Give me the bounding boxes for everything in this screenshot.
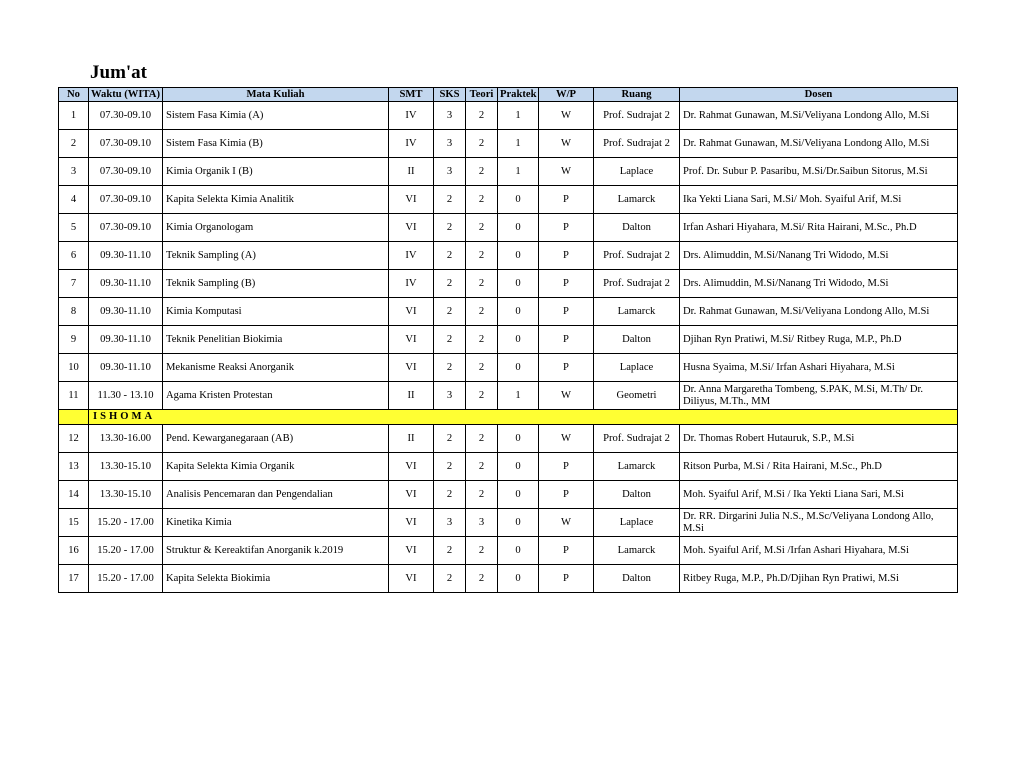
cell-waktu: 11.30 - 13.10: [89, 382, 163, 410]
cell-waktu: 07.30-09.10: [89, 130, 163, 158]
cell-dosen: Drs. Alimuddin, M.Si/Nanang Tri Widodo, M.Si: [680, 270, 958, 298]
cell-ruang: Prof. Sudrajat 2: [594, 270, 680, 298]
cell-mata-kuliah: Mekanisme Reaksi Anorganik: [163, 354, 389, 382]
table-row: [59, 537, 958, 565]
cell-teori: 2: [466, 130, 498, 158]
break-label: ISHOMA: [89, 410, 958, 425]
cell-no: 6: [59, 242, 89, 270]
header-row: [59, 88, 958, 102]
header-praktek: Praktek: [498, 88, 539, 102]
cell-dosen: Moh. Syaiful Arif, M.Si / Ika Yekti Liana Sari, M.Si: [680, 481, 958, 509]
cell-waktu: 09.30-11.10: [89, 298, 163, 326]
cell-mata-kuliah: Kimia Organik I (B): [163, 158, 389, 186]
cell-waktu: 15.20 - 17.00: [89, 565, 163, 593]
cell-mata-kuliah: Sistem Fasa Kimia (A): [163, 102, 389, 130]
cell-sks: 3: [434, 102, 466, 130]
cell-dosen: Dr. Rahmat Gunawan, M.Si/Veliyana Londong Allo, M.Si: [680, 130, 958, 158]
table-row: [59, 382, 958, 410]
cell-wp: P: [539, 537, 594, 565]
cell-ruang: Laplace: [594, 354, 680, 382]
cell-sks: 2: [434, 537, 466, 565]
cell-teori: 2: [466, 158, 498, 186]
table-row: [59, 425, 958, 453]
cell-praktek: 0: [498, 354, 539, 382]
cell-dosen: Dr. Anna Margaretha Tombeng, S.PAK, M.Si, M.Th/ Dr. Diliyus, M.Th., MM: [680, 382, 958, 410]
cell-teori: 2: [466, 102, 498, 130]
cell-no: 5: [59, 214, 89, 242]
cell-sks: 2: [434, 298, 466, 326]
cell-ruang: Lamarck: [594, 453, 680, 481]
cell-dosen: Ritson Purba, M.Si / Rita Hairani, M.Sc., Ph.D: [680, 453, 958, 481]
cell-teori: 2: [466, 425, 498, 453]
cell-praktek: 0: [498, 326, 539, 354]
cell-wp: P: [539, 354, 594, 382]
cell-smt: II: [389, 425, 434, 453]
page-title: Jum'at: [90, 62, 147, 83]
cell-teori: 2: [466, 537, 498, 565]
cell-smt: VI: [389, 537, 434, 565]
cell-praktek: 0: [498, 509, 539, 537]
cell-waktu: 07.30-09.10: [89, 186, 163, 214]
cell-praktek: 0: [498, 481, 539, 509]
cell-praktek: 0: [498, 270, 539, 298]
schedule-table: [58, 87, 958, 593]
cell-dosen: Dr. Thomas Robert Hutauruk, S.P., M.Si: [680, 425, 958, 453]
cell-sks: 3: [434, 382, 466, 410]
table-row: [59, 298, 958, 326]
cell-sks: 2: [434, 242, 466, 270]
table-row: [59, 102, 958, 130]
cell-wp: P: [539, 186, 594, 214]
cell-mata-kuliah: Pend. Kewarganegaraan (AB): [163, 425, 389, 453]
cell-waktu: 15.20 - 17.00: [89, 509, 163, 537]
cell-teori: 2: [466, 270, 498, 298]
cell-wp: P: [539, 214, 594, 242]
cell-wp: P: [539, 326, 594, 354]
table-row: [59, 130, 958, 158]
cell-ruang: Dalton: [594, 326, 680, 354]
cell-mata-kuliah: Agama Kristen Protestan: [163, 382, 389, 410]
cell-teori: 2: [466, 382, 498, 410]
cell-mata-kuliah: Teknik Penelitian Biokimia: [163, 326, 389, 354]
table-row: [59, 186, 958, 214]
header-smt: SMT: [389, 88, 434, 102]
cell-wp: W: [539, 382, 594, 410]
cell-sks: 2: [434, 270, 466, 298]
cell-waktu: 09.30-11.10: [89, 242, 163, 270]
cell-praktek: 0: [498, 242, 539, 270]
table-row: [59, 354, 958, 382]
cell-ruang: Prof. Sudrajat 2: [594, 130, 680, 158]
cell-no: 12: [59, 425, 89, 453]
table-row: [59, 481, 958, 509]
table-row: [59, 242, 958, 270]
cell-mata-kuliah: Kimia Organologam: [163, 214, 389, 242]
cell-ruang: Geometri: [594, 382, 680, 410]
cell-wp: P: [539, 453, 594, 481]
header-teori: Teori: [466, 88, 498, 102]
header-mata-kuliah: Mata Kuliah: [163, 88, 389, 102]
cell-smt: VI: [389, 354, 434, 382]
cell-wp: P: [539, 298, 594, 326]
cell-smt: VI: [389, 565, 434, 593]
cell-praktek: 0: [498, 565, 539, 593]
table-row: [59, 565, 958, 593]
cell-no: 11: [59, 382, 89, 410]
cell-dosen: Dr. Rahmat Gunawan, M.Si/Veliyana Londong Allo, M.Si: [680, 298, 958, 326]
cell-no: 16: [59, 537, 89, 565]
cell-wp: P: [539, 565, 594, 593]
cell-sks: 2: [434, 425, 466, 453]
cell-no: 8: [59, 298, 89, 326]
cell-teori: 2: [466, 186, 498, 214]
cell-waktu: 07.30-09.10: [89, 102, 163, 130]
cell-ruang: Laplace: [594, 509, 680, 537]
cell-praktek: 0: [498, 214, 539, 242]
header-sks: SKS: [434, 88, 466, 102]
cell-mata-kuliah: Kapita Selekta Kimia Analitik: [163, 186, 389, 214]
cell-ruang: Dalton: [594, 214, 680, 242]
cell-ruang: Lamarck: [594, 186, 680, 214]
cell-smt: IV: [389, 270, 434, 298]
cell-waktu: 09.30-11.10: [89, 326, 163, 354]
cell-praktek: 1: [498, 158, 539, 186]
cell-ruang: Lamarck: [594, 298, 680, 326]
cell-dosen: Dr. Rahmat Gunawan, M.Si/Veliyana Londong Allo, M.Si: [680, 102, 958, 130]
cell-wp: W: [539, 509, 594, 537]
cell-waktu: 13.30-15.10: [89, 453, 163, 481]
table-row: [59, 270, 958, 298]
cell-teori: 2: [466, 298, 498, 326]
cell-smt: VI: [389, 509, 434, 537]
header-ruang: Ruang: [594, 88, 680, 102]
cell-no: 14: [59, 481, 89, 509]
cell-teori: 3: [466, 509, 498, 537]
header-no: No: [59, 88, 89, 102]
cell-sks: 2: [434, 354, 466, 382]
cell-teori: 2: [466, 326, 498, 354]
cell-dosen: Ika Yekti Liana Sari, M.Si/ Moh. Syaiful Arif, M.Si: [680, 186, 958, 214]
break-row: [59, 410, 958, 425]
cell-mata-kuliah: Teknik Sampling (B): [163, 270, 389, 298]
cell-waktu: 13.30-16.00: [89, 425, 163, 453]
cell-smt: II: [389, 158, 434, 186]
cell-smt: VI: [389, 326, 434, 354]
cell-smt: VI: [389, 186, 434, 214]
header-wp: W/P: [539, 88, 594, 102]
cell-ruang: Dalton: [594, 481, 680, 509]
cell-dosen: Prof. Dr. Subur P. Pasaribu, M.Si/Dr.Saibun Sitorus, M.Si: [680, 158, 958, 186]
table-row: [59, 326, 958, 354]
cell-mata-kuliah: Analisis Pencemaran dan Pengendalian: [163, 481, 389, 509]
cell-smt: II: [389, 382, 434, 410]
cell-wp: P: [539, 242, 594, 270]
cell-mata-kuliah: Teknik Sampling (A): [163, 242, 389, 270]
cell-waktu: 15.20 - 17.00: [89, 537, 163, 565]
table-row: [59, 509, 958, 537]
table-row: [59, 214, 958, 242]
header-waktu: Waktu (WITA): [89, 88, 163, 102]
cell-dosen: Dr. RR. Dirgarini Julia N.S., M.Sc/Veliyana Londong Allo, M.Si: [680, 509, 958, 537]
cell-praktek: 1: [498, 130, 539, 158]
cell-waktu: 07.30-09.10: [89, 158, 163, 186]
cell-wp: W: [539, 102, 594, 130]
cell-ruang: Prof. Sudrajat 2: [594, 102, 680, 130]
cell-no: 15: [59, 509, 89, 537]
schedule-body: [59, 102, 958, 593]
header-dosen: Dosen: [680, 88, 958, 102]
cell-no: 1: [59, 102, 89, 130]
cell-no: 7: [59, 270, 89, 298]
cell-wp: P: [539, 481, 594, 509]
cell-teori: 2: [466, 481, 498, 509]
cell-praktek: 0: [498, 186, 539, 214]
cell-no: 10: [59, 354, 89, 382]
cell-praktek: 1: [498, 382, 539, 410]
cell-smt: VI: [389, 298, 434, 326]
cell-ruang: Prof. Sudrajat 2: [594, 242, 680, 270]
cell-ruang: Prof. Sudrajat 2: [594, 425, 680, 453]
cell-teori: 2: [466, 565, 498, 593]
cell-wp: P: [539, 270, 594, 298]
cell-sks: 3: [434, 509, 466, 537]
cell-ruang: Lamarck: [594, 537, 680, 565]
cell-sks: 3: [434, 158, 466, 186]
cell-mata-kuliah: Kapita Selekta Kimia Organik: [163, 453, 389, 481]
cell-sks: 2: [434, 453, 466, 481]
cell-praktek: 1: [498, 102, 539, 130]
cell-sks: 2: [434, 565, 466, 593]
cell-praktek: 0: [498, 453, 539, 481]
table-row: [59, 158, 958, 186]
cell-sks: 3: [434, 130, 466, 158]
cell-wp: W: [539, 425, 594, 453]
cell-teori: 2: [466, 354, 498, 382]
cell-no: 2: [59, 130, 89, 158]
cell-waktu: 09.30-11.10: [89, 354, 163, 382]
break-no-cell: [59, 410, 89, 425]
cell-dosen: Moh. Syaiful Arif, M.Si /Irfan Ashari Hiyahara, M.Si: [680, 537, 958, 565]
cell-ruang: Laplace: [594, 158, 680, 186]
table-row: [59, 453, 958, 481]
cell-smt: IV: [389, 242, 434, 270]
cell-waktu: 13.30-15.10: [89, 481, 163, 509]
cell-sks: 2: [434, 481, 466, 509]
cell-smt: VI: [389, 214, 434, 242]
cell-dosen: Husna Syaima, M.Si/ Irfan Ashari Hiyahara, M.Si: [680, 354, 958, 382]
cell-sks: 2: [434, 214, 466, 242]
cell-praktek: 0: [498, 298, 539, 326]
cell-mata-kuliah: Kimia Komputasi: [163, 298, 389, 326]
cell-no: 17: [59, 565, 89, 593]
cell-mata-kuliah: Kinetika Kimia: [163, 509, 389, 537]
cell-wp: W: [539, 158, 594, 186]
cell-dosen: Irfan Ashari Hiyahara, M.Si/ Rita Hairani, M.Sc., Ph.D: [680, 214, 958, 242]
cell-wp: W: [539, 130, 594, 158]
cell-sks: 2: [434, 326, 466, 354]
cell-mata-kuliah: Sistem Fasa Kimia (B): [163, 130, 389, 158]
cell-teori: 2: [466, 214, 498, 242]
cell-ruang: Dalton: [594, 565, 680, 593]
cell-dosen: Djihan Ryn Pratiwi, M.Si/ Ritbey Ruga, M.P., Ph.D: [680, 326, 958, 354]
cell-waktu: 09.30-11.10: [89, 270, 163, 298]
cell-smt: IV: [389, 130, 434, 158]
cell-sks: 2: [434, 186, 466, 214]
cell-mata-kuliah: Struktur & Kereaktifan Anorganik k.2019: [163, 537, 389, 565]
cell-no: 13: [59, 453, 89, 481]
cell-mata-kuliah: Kapita Selekta Biokimia: [163, 565, 389, 593]
cell-smt: VI: [389, 453, 434, 481]
cell-no: 4: [59, 186, 89, 214]
cell-waktu: 07.30-09.10: [89, 214, 163, 242]
cell-smt: IV: [389, 102, 434, 130]
cell-no: 9: [59, 326, 89, 354]
cell-no: 3: [59, 158, 89, 186]
cell-smt: VI: [389, 481, 434, 509]
cell-dosen: Drs. Alimuddin, M.Si/Nanang Tri Widodo, M.Si: [680, 242, 958, 270]
cell-teori: 2: [466, 453, 498, 481]
cell-teori: 2: [466, 242, 498, 270]
cell-dosen: Ritbey Ruga, M.P., Ph.D/Djihan Ryn Pratiwi, M.Si: [680, 565, 958, 593]
cell-praktek: 0: [498, 425, 539, 453]
cell-praktek: 0: [498, 537, 539, 565]
